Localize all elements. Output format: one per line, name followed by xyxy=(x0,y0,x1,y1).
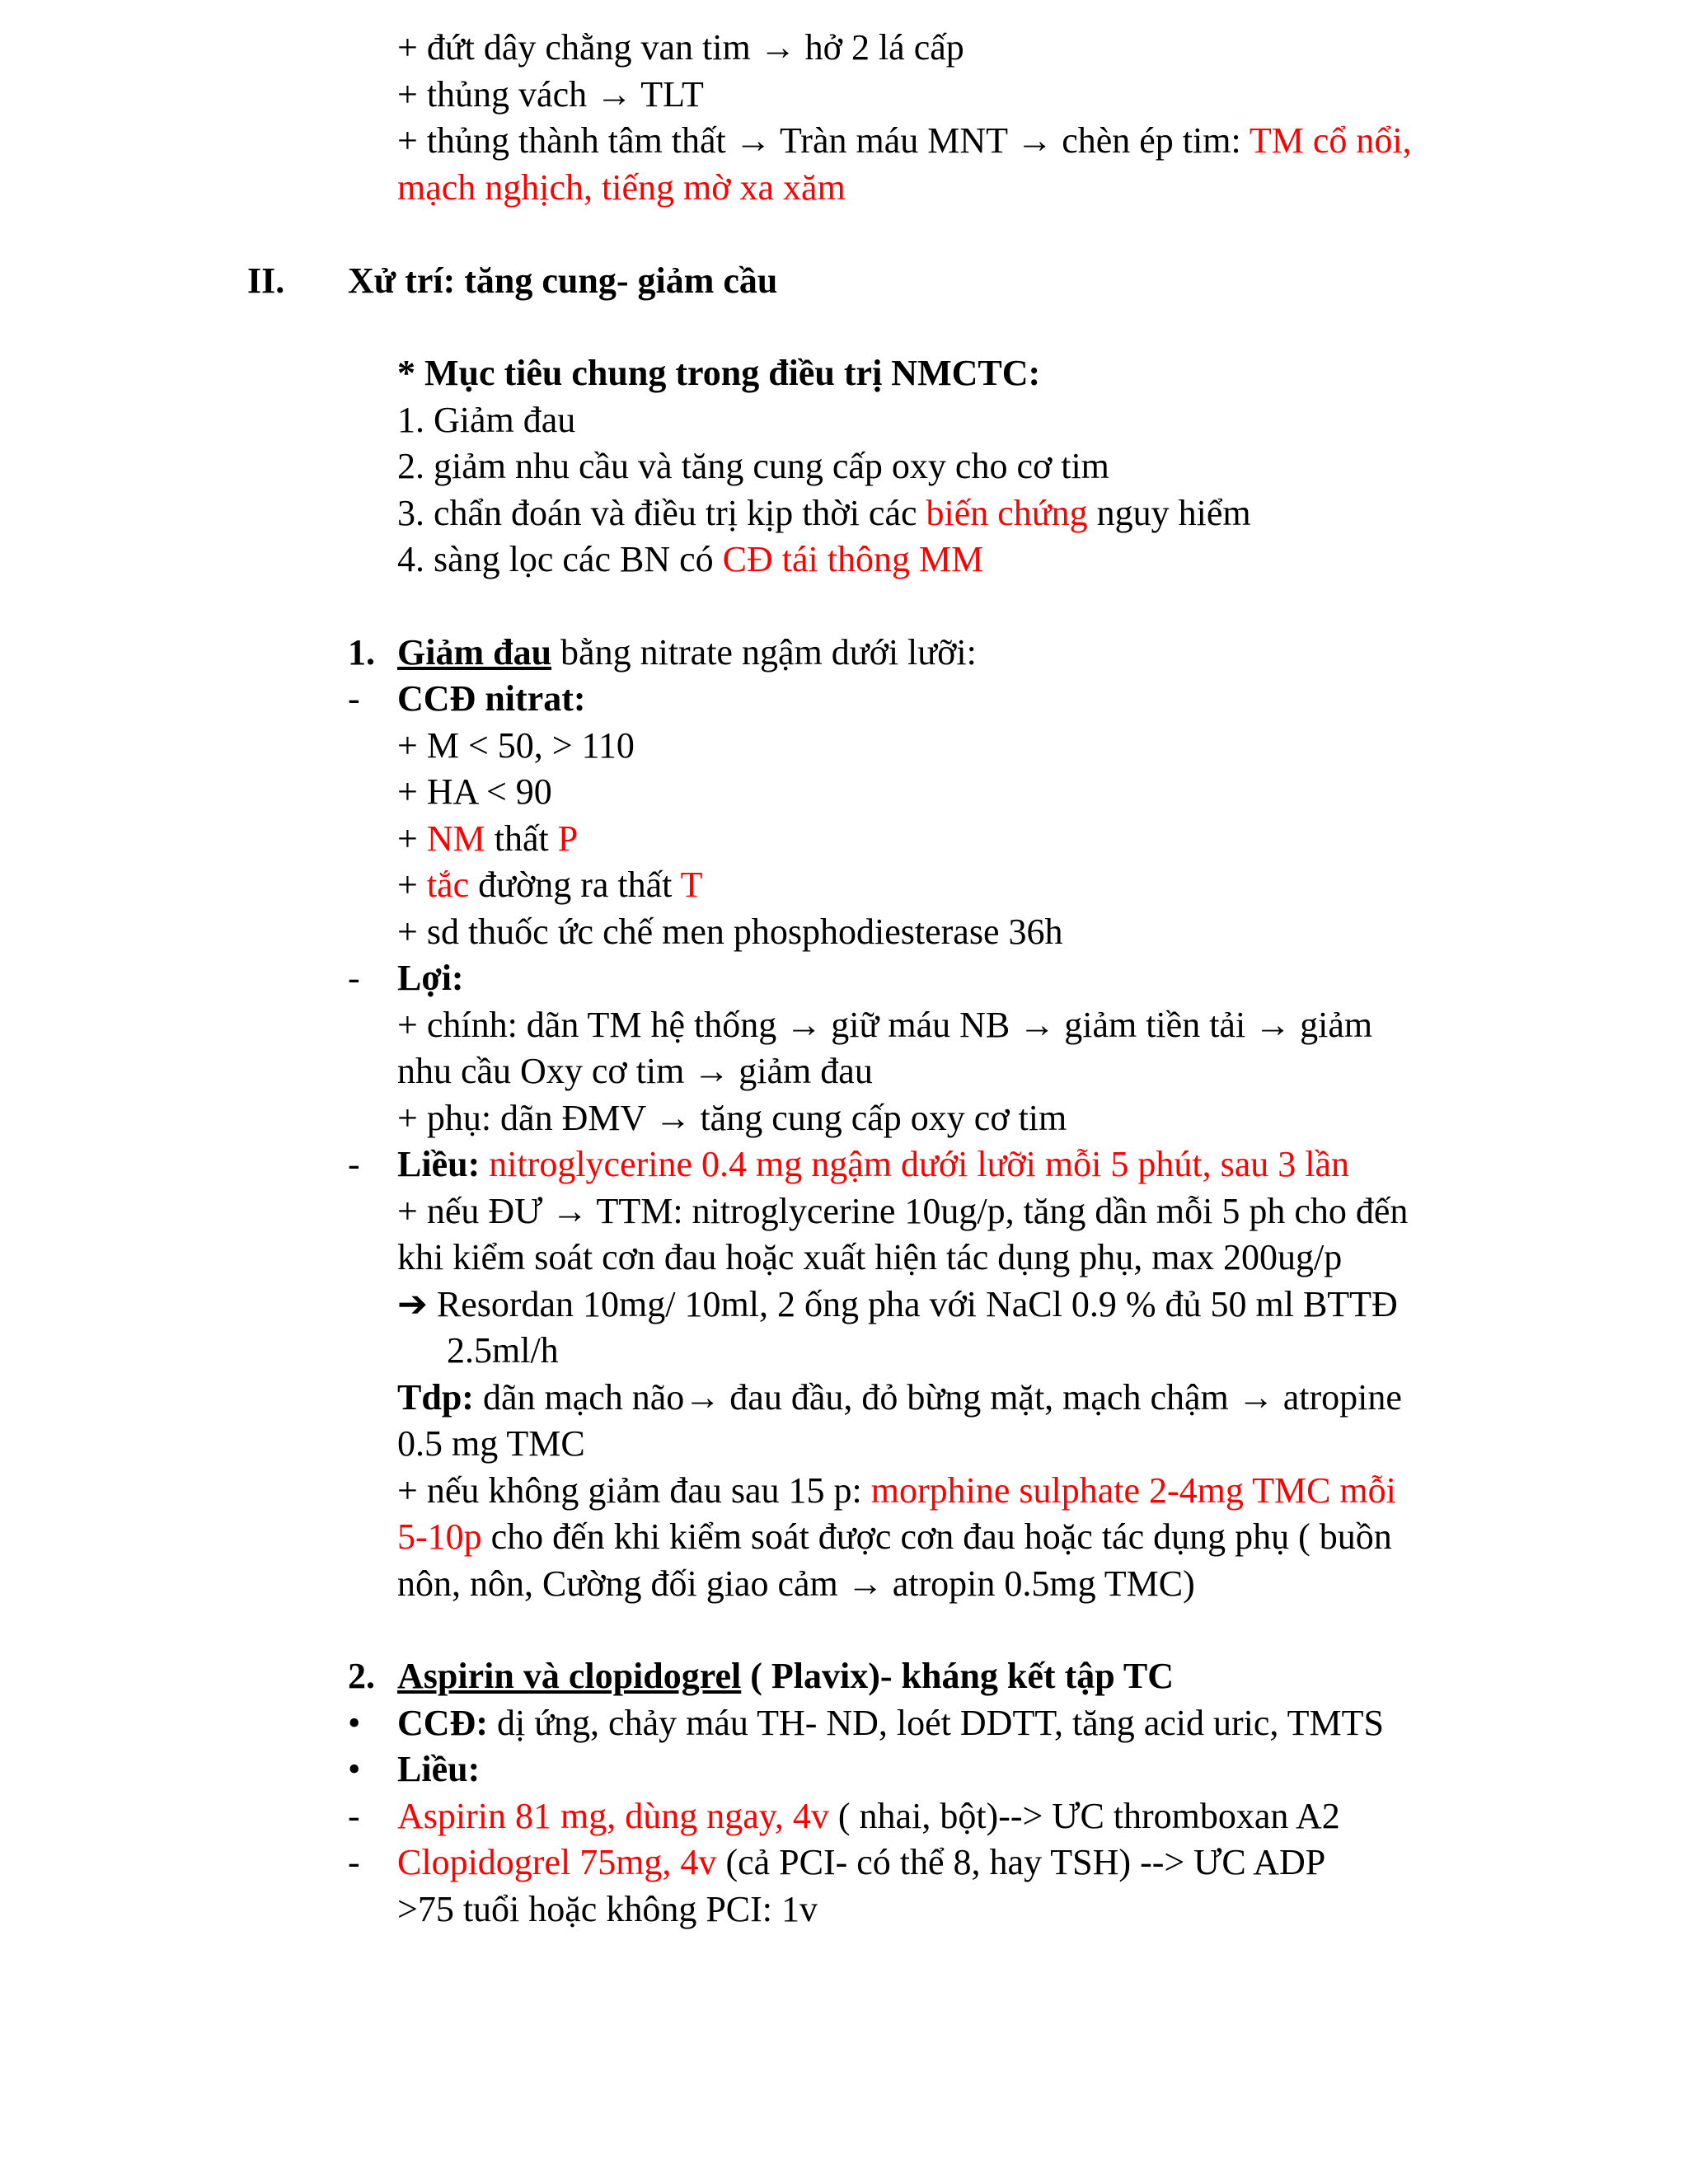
text-run: Lợi: xyxy=(397,958,464,998)
text-run: - xyxy=(348,1796,360,1836)
text-line xyxy=(397,1886,818,1933)
text-line xyxy=(397,443,1109,490)
text-run: Tdp: xyxy=(397,1377,474,1418)
text-run: nitroglycerine 0.4 mg ngậm dưới lưỡi mỗi 5 phút, sau 3 lần xyxy=(480,1144,1349,1184)
text-line xyxy=(397,1840,1325,1886)
text-line xyxy=(397,165,846,211)
text-run: CCĐ: xyxy=(397,1703,488,1743)
text-line xyxy=(397,1282,1398,1328)
text-run: nhu cầu Oxy cơ tim → giảm đau xyxy=(397,1051,873,1091)
text-run: - xyxy=(348,1842,360,1882)
text-line xyxy=(348,1840,360,1886)
text-line xyxy=(397,676,586,722)
text-run: * Mục tiêu chung trong điều trị NMCTC: xyxy=(397,353,1041,393)
text-line xyxy=(397,1561,1195,1607)
text-line xyxy=(397,1235,1342,1281)
text-run: • xyxy=(348,1749,361,1789)
text-run: ➔ Resordan 10mg/ 10ml, 2 ống pha với NaCl 0.9 % đủ 50 ml BTTĐ xyxy=(397,1284,1398,1324)
text-line xyxy=(348,258,777,304)
text-run: II. xyxy=(247,260,285,301)
text-run: Clopidogrel 75mg, 4v xyxy=(397,1842,717,1882)
text-run: + sd thuốc ức chế men phosphodiesterase 36h xyxy=(397,912,1063,952)
text-run: 4. sàng lọc các BN có xyxy=(397,539,723,579)
text-line xyxy=(397,1793,1340,1840)
text-run: tắc xyxy=(426,865,470,905)
text-line xyxy=(348,1653,375,1699)
text-run: cho đến khi kiểm soát được cơn đau hoặc tác dụng phụ ( buồn xyxy=(481,1516,1392,1557)
text-line xyxy=(397,769,552,815)
text-run: nôn, nôn, Cường đối giao cảm → atropin 0.5mg TMC) xyxy=(397,1563,1195,1604)
text-run: + đứt dây chằng van tim → hở 2 lá cấp xyxy=(397,27,964,68)
text-line xyxy=(397,1141,1349,1188)
text-line xyxy=(397,1188,1408,1235)
text-run: 2. xyxy=(348,1656,375,1696)
text-run: P xyxy=(557,818,579,859)
text-run: + thủng vách → TLT xyxy=(397,74,704,115)
text-run: Aspirin và clopidogrel xyxy=(397,1656,742,1696)
text-run: - xyxy=(348,958,360,998)
text-line xyxy=(397,72,704,118)
text-line xyxy=(348,1746,360,1793)
text-run: dị ứng, chảy máu TH- ND, loét DDTT, tăng acid uric, TMTS xyxy=(487,1703,1384,1743)
text-run: ( nhai, bột)--> ƯC thromboxan A2 xyxy=(828,1796,1340,1836)
text-run: >75 tuổi hoặc không PCI: 1v xyxy=(397,1889,818,1929)
text-line xyxy=(397,25,964,71)
text-run: 5-10p xyxy=(397,1516,482,1557)
text-line xyxy=(397,537,983,583)
text-line xyxy=(397,1653,1174,1699)
text-line xyxy=(397,118,1412,164)
text-run: (cả PCI- có thể 8, hay TSH) --> ƯC ADP xyxy=(716,1842,1326,1882)
text-run: + thủng thành tâm thất → Tràn máu MNT → chèn ép tim: xyxy=(397,120,1250,161)
text-line xyxy=(397,1700,1384,1746)
text-line xyxy=(397,1002,1372,1048)
text-run: - xyxy=(348,678,360,719)
text-run: + M < 50, > 110 xyxy=(397,725,635,766)
text-line xyxy=(348,1141,360,1188)
text-run: biến chứng xyxy=(926,493,1088,533)
text-line xyxy=(348,1700,360,1746)
text-run: + xyxy=(397,865,427,905)
text-run: + chính: dãn TM hệ thống → giữ máu NB → giảm tiền tải → giảm xyxy=(397,1005,1373,1045)
text-line xyxy=(397,862,703,908)
text-run: + HA < 90 xyxy=(397,771,552,812)
text-run: 3. chẩn đoán và điều trị kịp thời các xyxy=(397,493,926,533)
text-line xyxy=(397,350,1040,396)
text-run: + nếu không giảm đau sau 15 p: xyxy=(397,1470,871,1511)
text-run: CCĐ nitrat: xyxy=(397,678,586,719)
text-run: T xyxy=(680,865,703,905)
text-run: Liều: xyxy=(397,1749,481,1789)
text-run: - xyxy=(348,1144,360,1184)
text-line xyxy=(397,1514,1392,1560)
text-run: thất xyxy=(485,818,558,859)
text-run: Aspirin 81 mg, dùng ngay, 4v xyxy=(397,1796,829,1836)
text-line xyxy=(397,397,575,443)
text-line xyxy=(397,490,1251,537)
text-run: + phụ: dãn ĐMV → tăng cung cấp oxy cơ tim xyxy=(397,1098,1067,1138)
text-line xyxy=(397,723,635,769)
text-line xyxy=(397,909,1062,955)
text-line xyxy=(348,1793,360,1840)
text-line xyxy=(397,630,977,676)
text-run: ( Plavix)- kháng kết tập TC xyxy=(741,1656,1175,1696)
text-line xyxy=(397,1421,585,1467)
text-line xyxy=(397,955,464,1001)
text-run: • xyxy=(348,1703,361,1743)
text-run: mạch nghịch, tiếng mờ xa xăm xyxy=(397,167,846,208)
text-run: 1. xyxy=(348,632,375,673)
text-run: + nếu ĐƯ → TTM: nitroglycerine 10ug/p, tăng dần mỗi 5 ph cho đến xyxy=(397,1191,1409,1231)
text-run: Giảm đau xyxy=(397,632,552,673)
text-line xyxy=(348,630,375,676)
text-line xyxy=(397,1048,873,1094)
text-line xyxy=(397,816,578,862)
text-run: 2. giảm nhu cầu và tăng cung cấp oxy cho cơ tim xyxy=(397,446,1109,486)
text-run: CĐ tái thông MM xyxy=(722,539,984,579)
text-run: + xyxy=(397,818,427,859)
text-line xyxy=(397,1375,1402,1421)
text-run: dãn mạch não→ đau đầu, đỏ bừng mặt, mạch chậm → atropine xyxy=(473,1377,1402,1418)
text-line xyxy=(348,955,360,1001)
text-run: đường ra thất xyxy=(469,865,681,905)
text-run: khi kiểm soát cơn đau hoặc xuất hiện tác dụng phụ, max 200ug/p xyxy=(397,1237,1343,1277)
text-run: 2.5ml/h xyxy=(447,1330,559,1371)
text-run: NM xyxy=(426,818,485,859)
text-line xyxy=(247,258,284,304)
text-run: Xử trí: tăng cung- giảm cầu xyxy=(348,260,778,301)
text-run: Liều: xyxy=(397,1144,481,1184)
text-run: morphine sulphate 2-4mg TMC mỗi xyxy=(870,1470,1396,1511)
text-run: TM cổ nổi, xyxy=(1249,120,1412,161)
text-line xyxy=(397,1095,1067,1141)
text-run: nguy hiểm xyxy=(1087,493,1251,533)
text-line xyxy=(348,676,360,722)
text-run: 0.5 mg TMC xyxy=(397,1423,585,1464)
text-line xyxy=(397,1746,480,1793)
text-line xyxy=(397,1468,1396,1514)
text-run: 1. Giảm đau xyxy=(397,400,576,440)
text-run: bằng nitrate ngậm dưới lưỡi: xyxy=(551,632,977,673)
text-line xyxy=(447,1328,559,1374)
